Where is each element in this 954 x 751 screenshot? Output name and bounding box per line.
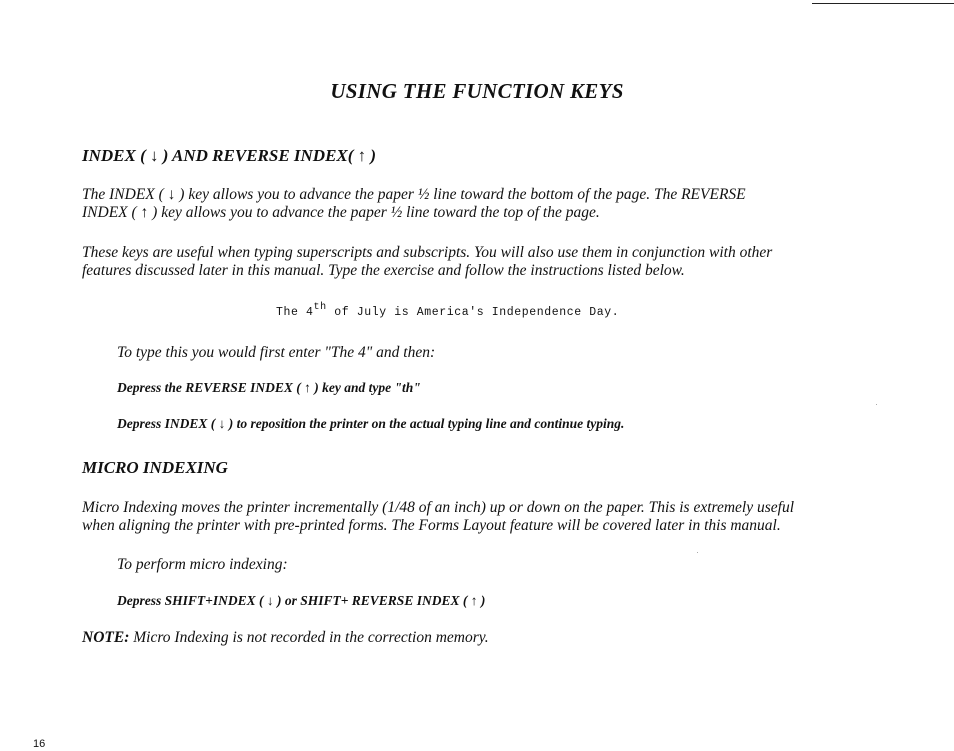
section-heading-index: INDEX ( ↓ ) AND REVERSE INDEX( ↑ ) bbox=[82, 146, 377, 165]
instruction-intro: To type this you would first enter "The 4" and then: bbox=[117, 344, 436, 361]
paragraph-index-line1: The INDEX ( ↓ ) key allows you to advance the paper ½ line toward the bottom of the page. The REVERSE bbox=[82, 186, 746, 203]
micro-indexing-intro: To perform micro indexing: bbox=[117, 556, 288, 573]
exercise-text-post: of July is America's Independence Day. bbox=[326, 306, 620, 319]
step-index: Depress INDEX ( ↓ ) to reposition the printer on the actual typing line and continue typing. bbox=[117, 416, 625, 431]
step-reverse-index: Depress the REVERSE INDEX ( ↑ ) key and type "th" bbox=[117, 380, 421, 395]
paragraph-keys-line2: features discussed later in this manual. Type the exercise and follow the instructions listed below. bbox=[82, 262, 685, 279]
paragraph-micro-line1: Micro Indexing moves the printer incrementally (1/48 of an inch) up or down on the paper. This is extremely useful bbox=[82, 499, 795, 516]
paragraph-micro-line2: when aligning the printer with pre-printed forms. The Forms Layout feature will be covered later in this manual. bbox=[82, 517, 781, 534]
paragraph-keys-line1: These keys are useful when typing superscripts and subscripts. You will also use them in conjunction with other bbox=[82, 244, 773, 261]
note-text: Micro Indexing is not recorded in the correction memory. bbox=[129, 629, 489, 646]
exercise-superscript: th bbox=[313, 302, 327, 313]
scan-speck bbox=[876, 404, 877, 405]
top-rule bbox=[812, 3, 954, 4]
step-shift-index: Depress SHIFT+INDEX ( ↓ ) or SHIFT+ REVERSE INDEX ( ↑ ) bbox=[117, 593, 486, 608]
note bbox=[82, 629, 489, 647]
paragraph-index-line2: INDEX ( ↑ ) key allows you to advance the paper ½ line toward the top of the page. bbox=[82, 204, 600, 221]
typing-exercise bbox=[276, 302, 619, 319]
page-title: USING THE FUNCTION KEYS bbox=[330, 79, 624, 103]
section-heading-micro-indexing: MICRO INDEXING bbox=[82, 458, 228, 477]
page-number: 16 bbox=[33, 738, 46, 750]
scan-speck bbox=[697, 552, 698, 553]
note-label: NOTE: bbox=[82, 629, 130, 646]
exercise-text-pre: The 4 bbox=[276, 306, 314, 319]
